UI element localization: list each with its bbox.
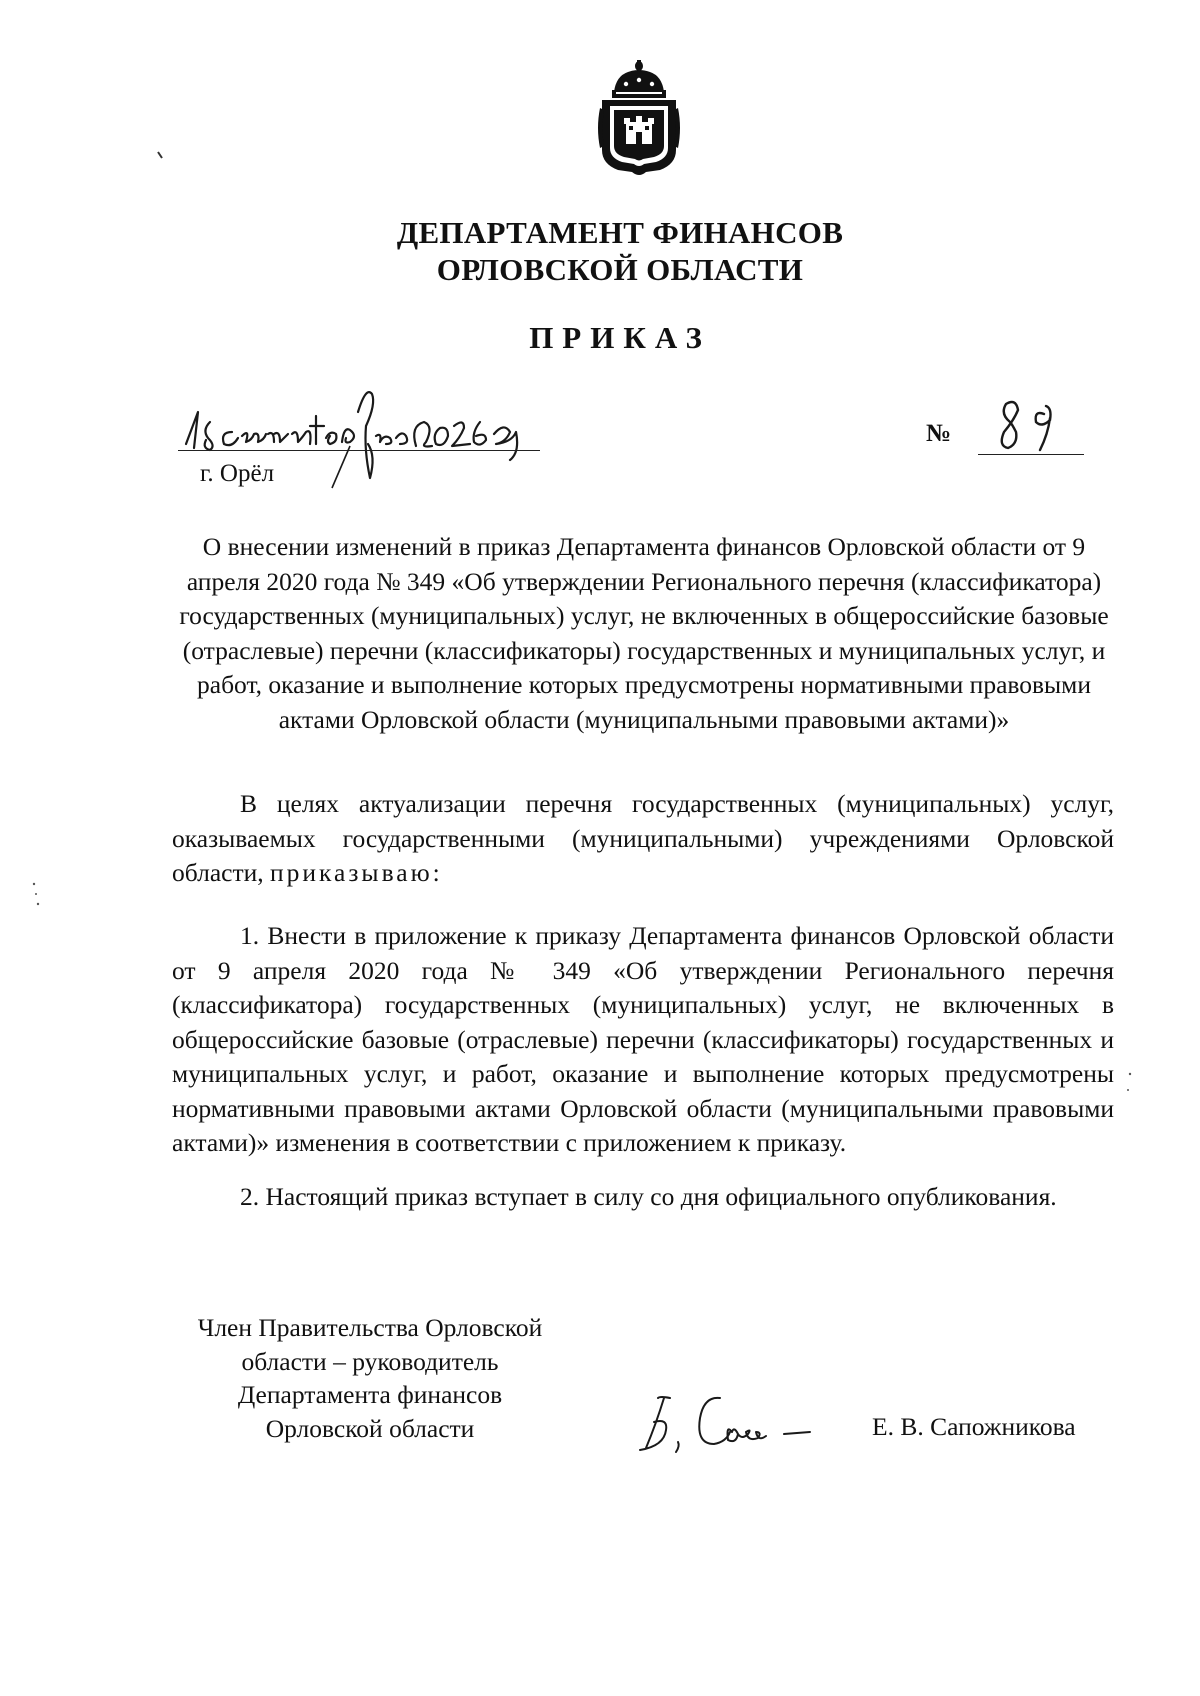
date-underline [178, 450, 540, 451]
handwritten-number [990, 392, 1070, 462]
number-underline [978, 454, 1084, 455]
order-word: приказываю: [270, 858, 443, 887]
order-subject: О внесении изменений в приказ Департамента финансов Орловской области от 9 апреля 2020 года № 349 «Об утверждении Регионального перечня (классификатора) государственных (муниципальных) услуг, не включенных в общероссийские базовые (отраслевые) перечни (классификаторы) государственных и муниципальных услуг, и работ, оказание и выполнение которых предусмотрены нормативными правовыми актами Орловской области (муниципальными правовыми актами)» [179, 532, 1109, 734]
coat-of-arms-icon [596, 58, 682, 180]
handwritten-signature [634, 1384, 834, 1464]
preamble-text: В целях актуализации перечня государственных (муниципальных) услуг, оказываемых государственными (муниципальными) учреждениями Орловской области, [172, 789, 1114, 887]
department-name-line2: ОРЛОВСКОЙ ОБЛАСТИ [436, 252, 804, 287]
item-1-paragraph: 1. Внести в приложение к приказу Департамента финансов Орловской области от 9 апреля 2020 года № 349 «Об утверждении Регионального перечня (классификатора) государственных (муниципальных) услуг, не включенных в общероссийские базовые (отраслевые) перечни (классификаторы) государственных и муниципальных услуг, и работ, оказание и выполнение которых предусмотрены нормативными правовыми актами Орловской области (муниципальными правовыми актами)» изменения в соответствии с приложением к приказу. [172, 921, 1114, 1157]
scan-speck [1124, 1070, 1136, 1096]
signer-position-line3: Департамента финансов [237, 1380, 503, 1409]
scan-speck [156, 150, 166, 162]
document-type-title: ПРИКАЗ [529, 320, 711, 355]
item-2-paragraph: 2. Настоящий приказ вступает в силу со дня официального опубликования. [240, 1182, 1057, 1211]
city-label: г. Орёл [200, 460, 275, 487]
signer-position [170, 1311, 570, 1445]
signer-name: Е. В. Сапожникова [872, 1412, 1076, 1441]
handwriting-stroke [326, 444, 356, 494]
scan-speck [30, 880, 42, 910]
signer-position-line4: Орловской области [265, 1413, 475, 1443]
signer-position-line1: Член Правительства Орловской [197, 1313, 543, 1342]
department-name-line1: ДЕПАРТАМЕНТ ФИНАНСОВ [396, 215, 844, 250]
number-label: № [926, 420, 952, 447]
signer-position-line2: области – руководитель [241, 1346, 499, 1376]
preamble-paragraph [172, 787, 1114, 891]
